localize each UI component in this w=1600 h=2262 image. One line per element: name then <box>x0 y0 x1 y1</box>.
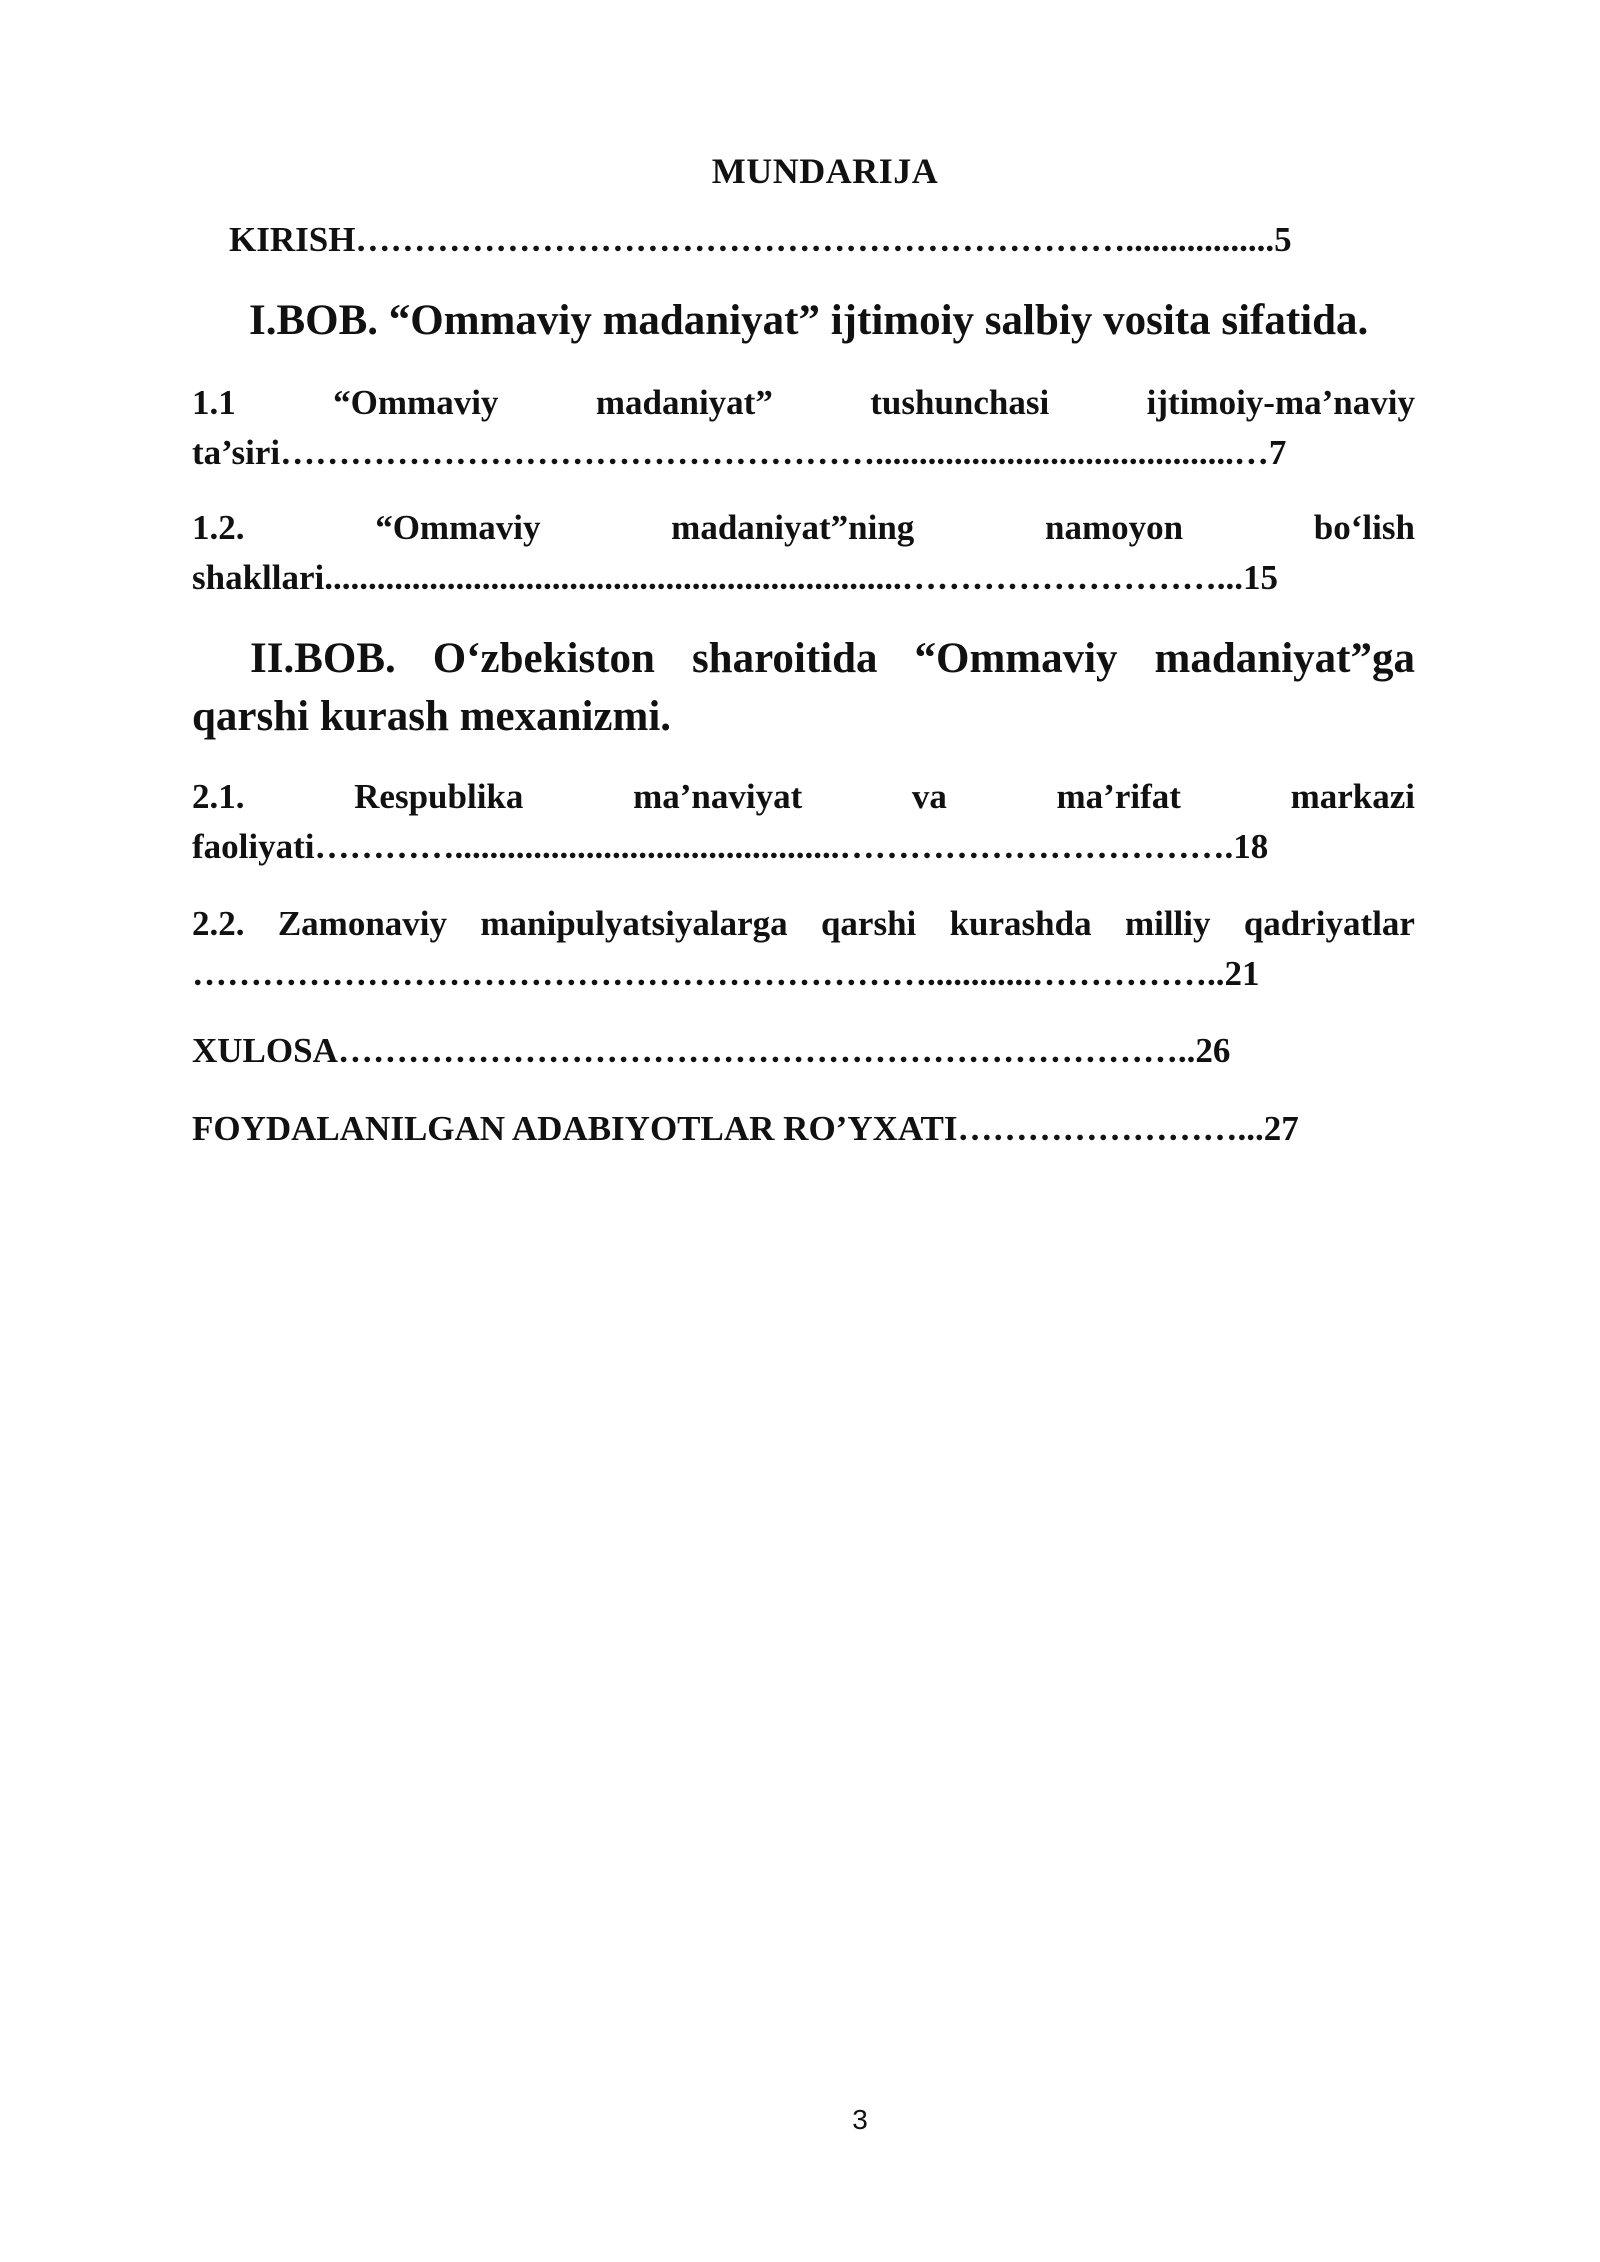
toc-word: tushunchasi <box>870 383 1050 422</box>
toc-word: 1.2. <box>192 508 245 547</box>
toc-entry-kirish: KIRISH………………………………………………………….................5 <box>229 220 1292 259</box>
toc-title: MUNDARIJA <box>711 151 939 191</box>
toc-word: ma’naviyat <box>633 777 803 816</box>
toc-entry-2-1-line1 <box>192 772 1415 822</box>
toc-word: markazi <box>1290 777 1415 816</box>
toc-word: kurashda <box>949 904 1092 943</box>
heading-word: O‘zbekiston <box>432 635 655 682</box>
toc-word: Respublika <box>354 777 524 816</box>
toc-entry-references: FOYDALANILGAN ADABIYOTLAR RO’YXATI……………………...27 <box>192 1109 1299 1148</box>
toc-word: “Ommaviy <box>333 383 499 422</box>
toc-entry-1-1 <box>192 378 1415 478</box>
toc-word: madaniyat”ning <box>671 508 915 547</box>
toc-entry-1-1-line2: ta’siri…………………………………………….........................................…7 <box>192 433 1287 472</box>
toc-word: qadriyatlar <box>1243 904 1415 943</box>
page-number: 3 <box>852 2104 868 2135</box>
toc-word: bo‘lish <box>1313 508 1415 547</box>
chapter-2-heading-line2: qarshi kurash mexanizmi. <box>192 693 672 740</box>
toc-entry-2-2-line1 <box>192 899 1415 949</box>
toc-word: va <box>911 777 947 816</box>
toc-word: 1.1 <box>192 383 236 422</box>
toc-entry-1-2-line1 <box>192 503 1415 553</box>
heading-word: madaniyat”ga <box>1154 635 1415 682</box>
toc-word: namoyon <box>1045 508 1184 547</box>
chapter-2-heading-line1 <box>192 630 1415 688</box>
toc-word: manipulyatsiyalarga <box>480 904 788 943</box>
toc-entry-xulosa: XULOSA………………………………………………………………..26 <box>192 1031 1231 1070</box>
toc-word: madaniyat” <box>595 383 773 422</box>
toc-word: Zamonaviy <box>277 904 448 943</box>
toc-word: 2.2. <box>192 904 245 943</box>
toc-entry-2-1 <box>192 772 1415 872</box>
heading-word: sharoitida <box>691 635 878 682</box>
toc-entry-2-1-line2: faoliyati…………............................................…………………………….18 <box>192 827 1269 866</box>
chapter-1-heading: I.BOB. “Ommaviy madaniyat” ijtimoiy salbiy vosita sifatida. <box>249 297 1369 344</box>
toc-word: “Ommaviy <box>375 508 541 547</box>
toc-word: 2.1. <box>192 777 245 816</box>
toc-word: milliy <box>1124 904 1211 943</box>
toc-entry-1-2 <box>192 503 1415 603</box>
toc-word: ma’rifat <box>1056 777 1181 816</box>
toc-entry-2-2 <box>192 899 1415 999</box>
toc-entry-1-2-line2: shakllari..................................................................………………………...15 <box>192 558 1279 597</box>
heading-word: “Ommaviy <box>914 635 1118 682</box>
toc-entry-2-2-line2: ………………………………………………………............……………..21 <box>192 954 1260 993</box>
toc-entry-1-1-line1 <box>192 378 1415 428</box>
toc-word: ijtimoiy-ma’naviy <box>1146 383 1415 422</box>
toc-word: qarshi <box>820 904 917 943</box>
heading-word: II.BOB. <box>250 635 396 682</box>
chapter-2-heading <box>192 630 1415 746</box>
